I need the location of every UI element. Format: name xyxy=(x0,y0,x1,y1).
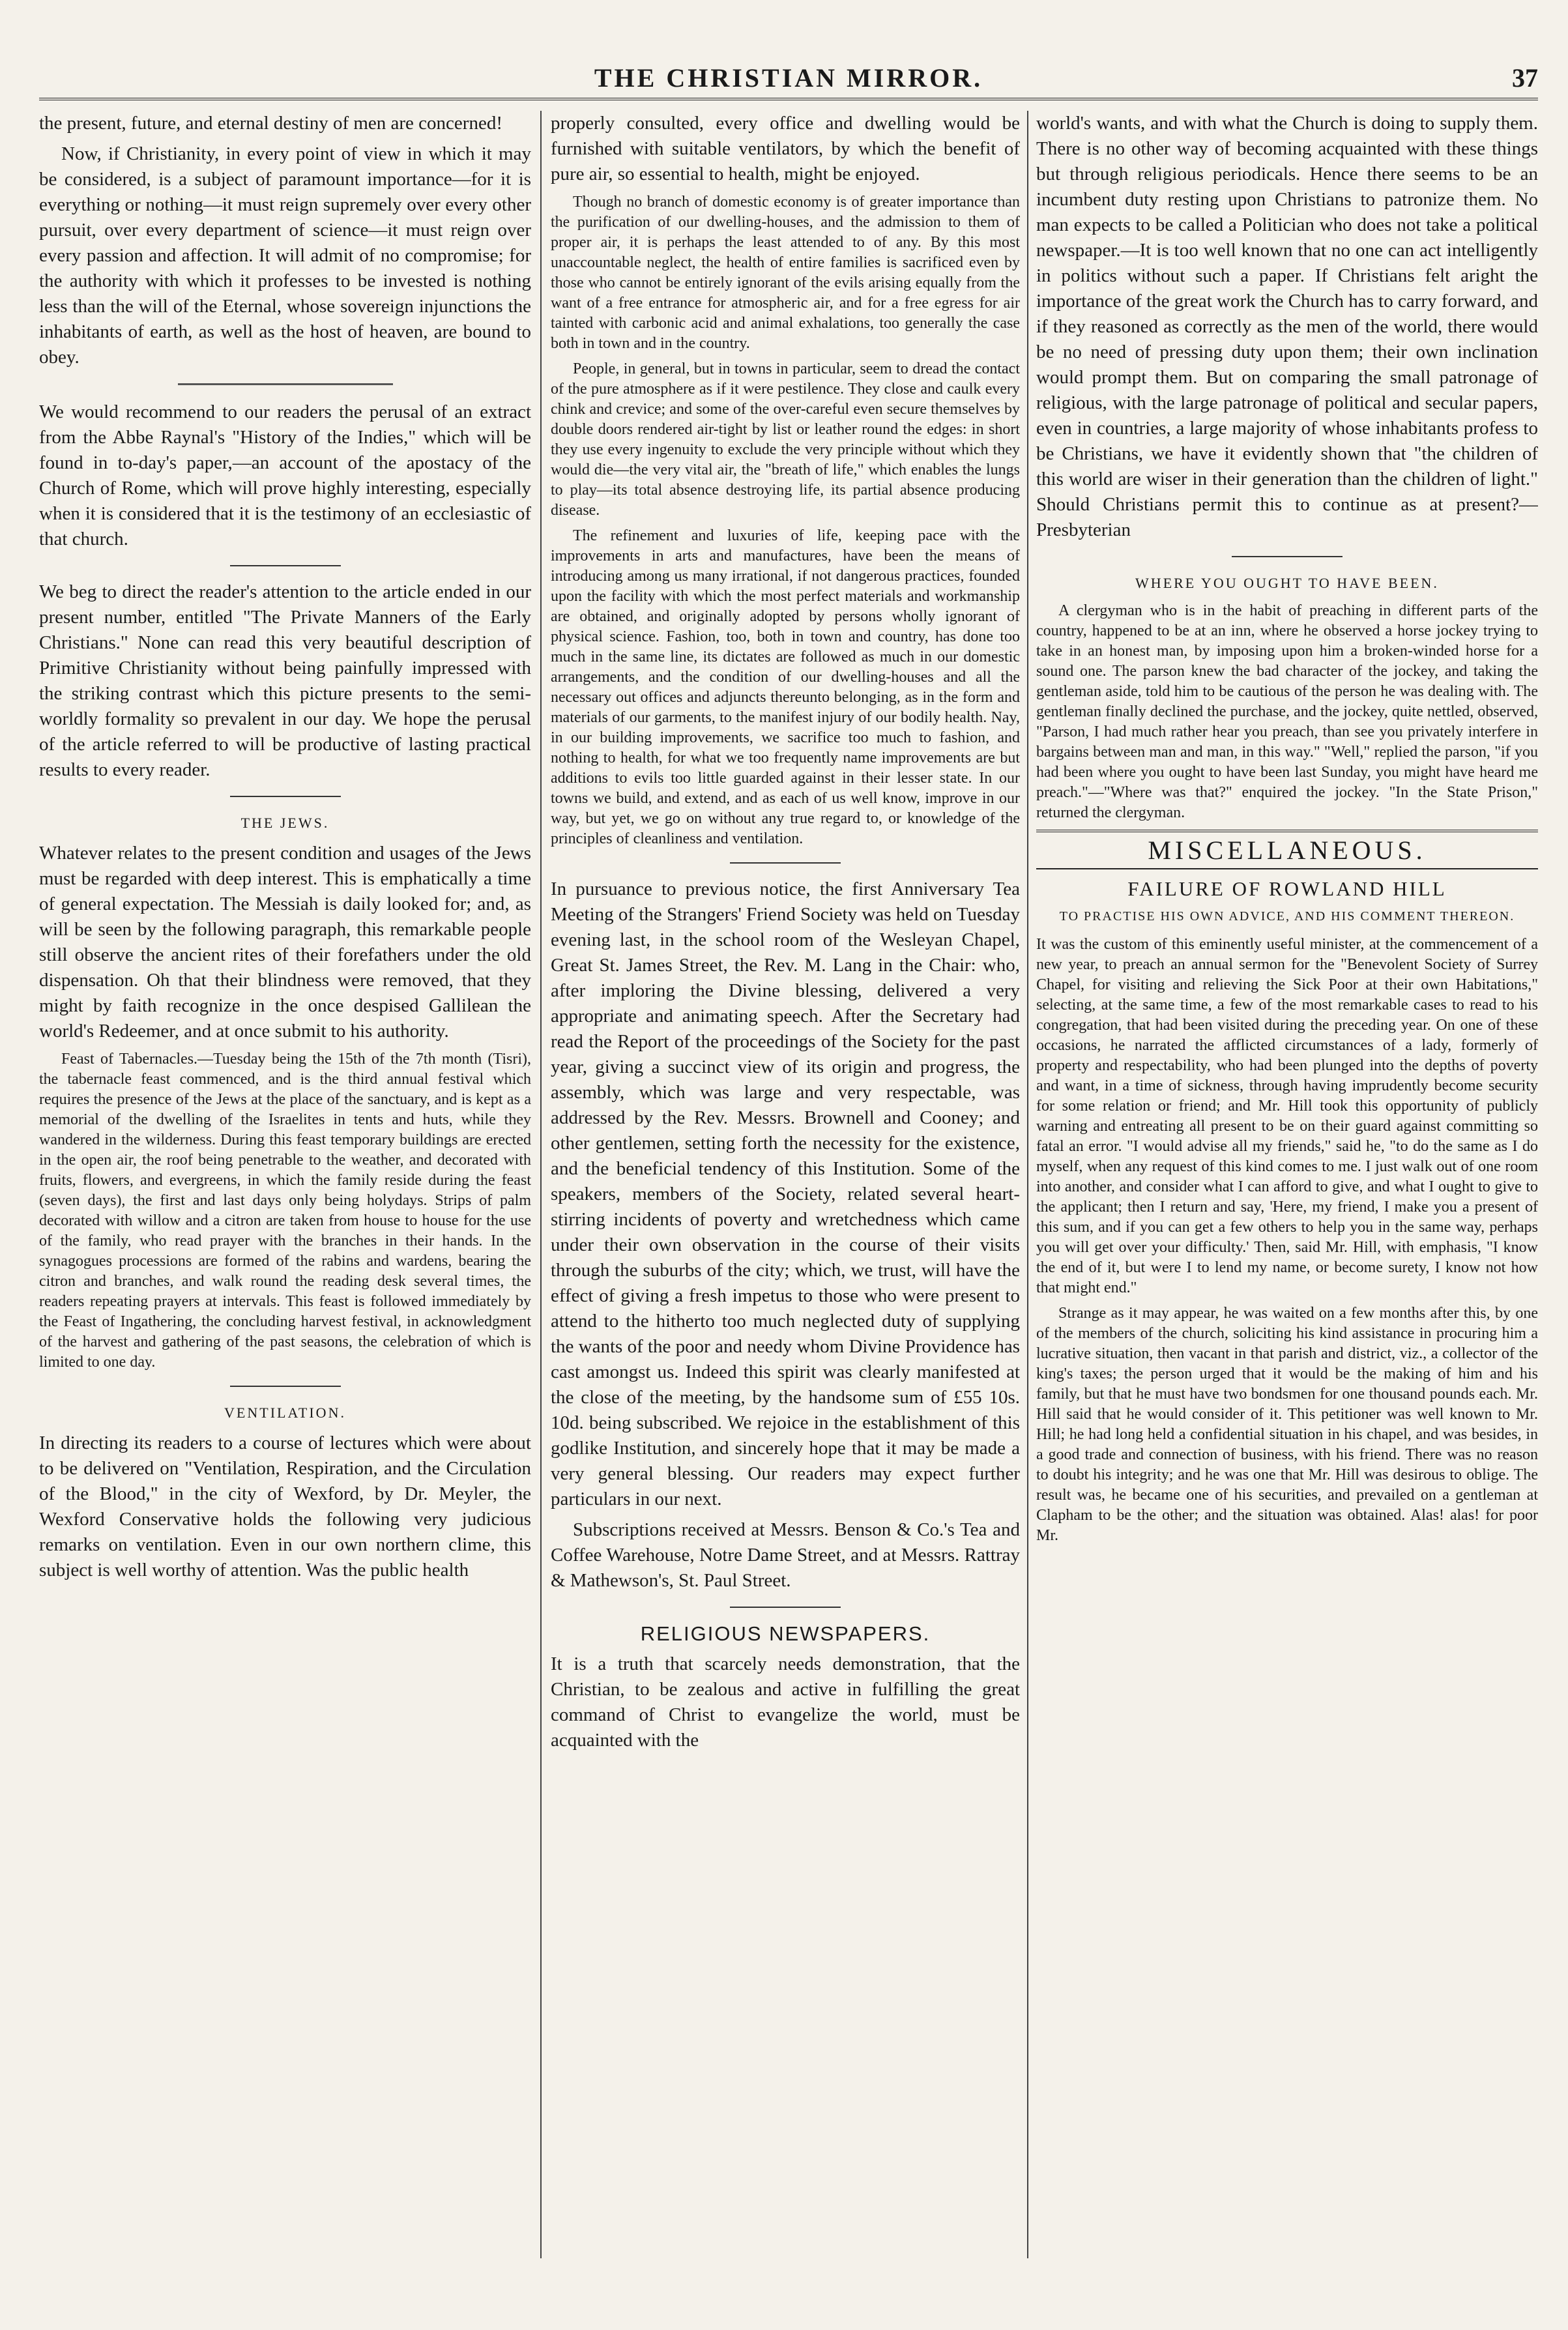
header-rule xyxy=(39,98,1538,100)
article-paragraph: Strange as it may appear, he was waited on a few months after this, by one of the members of the church, soliciting his kind assistance in procuring him a lucrative situation, then vacant in that parish and district, viz., a collector of the king's taxes; the person urged that it would be the making of him and his family, but that he must have two bondsmen for one thousand pounds each. Mr. Hill said that he would consider of it. This petitioner was well known to Mr. Hill; he had long held a confidential situation in his chapel, and was besides, in a good trade and connection of business, with his friend. There was no reason to doubt his integrity; and he was one that Mr. Hill was desirous to oblige. The result was, he became one of his securities, and prevailed on a gentleman at Clapham to be the other; and the situation was obtained. Alas! alas! for poor Mr. xyxy=(1036,1305,1538,1544)
column-rule xyxy=(540,111,542,2258)
section-divider xyxy=(230,565,341,566)
quoted-paragraph: People, in general, but in towns in particular, seem to dread the contact of the pure atmosphere as if it were pestilence. They close and caulk every chink and crevice; and some of the over-careful even secure themselves by double doors rendered air-tight by list or leather round the edges: in short they use every ingenuity to exclude the very principle without which they would die—the very vital air, the "breath of life," which enables the lungs to play—its total absence destroying life, its partial absence producing disease. xyxy=(551,360,1020,519)
section-heading-religious-newspapers: RELIGIOUS NEWSPAPERS. xyxy=(640,1622,931,1645)
column-rule xyxy=(1027,111,1028,2258)
article-paragraph: the present, future, and eternal destiny of men are concerned! xyxy=(39,113,502,134)
article-paragraph: world's wants, and with what the Church is doing to supply them. There is no other way of becoming acquainted with these things but through religious periodicals. Hence there seems to be an incumbent duty resting upon Christians to patronize them. No man expects to be called a Politician who does not take a political newspaper.—It is too well known that no one can act intelligently in politics without such a paper. If Christians felt aright the importance of the great work the Church has to carry forward, and if they reasoned as correctly as the men of the world, there would be no need of pressing duty upon them; their own inclination would prompt them. But on comparing the small patronage of religious, with the large patronage of political and secular papers, even in countries, a large majority of whose inhabitants profess to be Christians, we have it evidently shown that "the children of this world are wiser in their generation than the children of light." Should Christians permit this to continue as at present?—Presbyterian xyxy=(1036,113,1538,540)
section-divider xyxy=(1232,556,1343,557)
article-paragraph: Subscriptions received at Messrs. Benson & Co.'s Tea and Coffee Warehouse, Notre Dame Street, and at Messrs. Rattray & Mathewson's, St. Paul Street. xyxy=(551,1519,1020,1591)
editorial-note: We beg to direct the reader's attention to the article ended in our present number, entitled "The Private Manners of the Early Christians." None can read this very beautiful description of Primitive Christianity without being painfully impressed with the striking contrast which this picture presents to the semi-worldly formality so prevalent in our day. We hope the perusal of the article referred to will be productive of lasting practical results to every reader. xyxy=(39,581,531,780)
article-paragraph: It is a truth that scarcely needs demonstration, that the Christian, to be zealous and active in fulfilling the great command of Christ to evangelize the world, must be acquainted with the xyxy=(551,1653,1020,1751)
quoted-paragraph: The refinement and luxuries of life, keeping pace with the improvements in arts and manufactures, have been the means of introducing among us many irrational, if not dangerous practices, founded upon the facility with which the most perfect materials and workmanship are obtained, and originally adopted by persons wholly ignorant of physical science. Fashion, too, both in town and country, has done too much in the same line, its dictates are followed as much in our domestic arrangements, and the condition of our dwelling-houses and all the necessary out offices and adjuncts thereunto belonging, as in the form and materials of our garments, to the manifest injury of our bodily health. Nay, in our building improvements, we sacrifice too much to fashion, and nothing to health, for what we too frequently name improvements are but additions to evils too little guarded against in their lesser state. In our towns we build, and extend, and as each of us well know, improve in our way, but yet, we go on without any true regard to, or knowledge of the principles of cleanliness and ventilation. xyxy=(551,527,1020,847)
article-subtitle: TO PRACTISE HIS OWN ADVICE, AND HIS COMMENT THEREON. xyxy=(1059,909,1515,924)
section-divider xyxy=(178,383,393,385)
section-heading-jews: THE JEWS. xyxy=(240,815,330,831)
page-number: 37 xyxy=(1512,63,1538,93)
publication-title: THE CHRISTIAN MIRROR. xyxy=(594,63,983,93)
section-divider xyxy=(230,796,341,797)
article-title: FAILURE OF ROWLAND HILL xyxy=(1127,877,1447,900)
column-middle xyxy=(551,111,1020,2258)
article-paragraph: In directing its readers to a course of lectures which were about to be delivered on "Ventilation, Respiration, and the Circulation of the Blood," in the city of Wexford, by Dr. Meyler, the Wexford Conservative holds the following very judicious remarks on ventilation. Even in our own northern clime, this subject is well worthy of attention. Was the public health xyxy=(39,1433,531,1580)
column-right xyxy=(1036,111,1538,2258)
section-heading-miscellaneous: MISCELLANEOUS. xyxy=(1036,830,1538,869)
editorial-note: We would recommend to our readers the perusal of an extract from the Abbe Raynal's "History of the Indies," which will be found in to-day's paper,—an account of the apostacy of the Church of Rome, which will prove highly interesting, especially when it is considered that it is the testimony of an ecclesiastic of that church. xyxy=(39,401,531,549)
column-left xyxy=(39,111,531,2258)
article-paragraph: Feast of Tabernacles.—Tuesday being the 15th of the 7th month (Tisri), the tabernacle feast commenced, and is the third annual festival which requires the presence of the Jews at the place of the sanctuary, and is kept as a memorial of the dwelling of the Israelites in tents and huts, while they wandered in the wilderness. During this feast temporary buildings are erected in the open air, the roof being penetrable to the weather, and decorated with fruits, flowers, and evergreens, in which the family reside during the feast (seven days), the first and last days only being holydays. Strips of palm decorated with willow and a citron are taken from house to house for the use of the family, who read prayer with the branches in their hands. In the synagogues processions are formed of the rabins and wardens, bearing the citron and branches, and walk round the reading desk several times, the readers repeating prayers at intervals. This feast is followed immediately by the Feast of Ingathering, the concluding harvest festival, in acknowledgment of the harvest and gathering of the past seasons, the celebration of which is limited to one day. xyxy=(39,1051,531,1371)
article-paragraph: In pursuance to previous notice, the first Anniversary Tea Meeting of the Strangers' Friend Society was held on Tuesday evening last, in the school room of the Wesleyan Chapel, Great St. James Street, the Rev. M. Lang in the Chair: who, after imploring the Divine blessing, delivered a very appropriate and animating speech. After the Secretary had read the Report of the proceedings of the Society for the past year, giving a succinct view of its origin and progress, the assembly, which was large and very respectable, was addressed by the Rev. Messrs. Brownell and Cooney; and other gentlemen, setting forth the necessity for the existence, and the beneficial tendency of this Institution. Some of the speakers, members of the Society, related several heart-stirring incidents of poverty and wretchedness which came under their own observation in the course of their visits through the suburbs of the city; which, we trust, will have the effect of giving a fresh impetus to those who were present to attend to the hitherto too much neglected duty of supplying the wants of the poor and needy whom Divine Providence has cast amongst us. Indeed this spirit was clearly manifested at the close of the meeting, by the handsome sum of £55 10s. 10d. being subscribed. We rejoice in the establishment of this godlike Institution, and sincerely hope that it may be made a very general blessing. Our readers may expect further particulars in our next. xyxy=(551,879,1020,1509)
article-paragraph: Now, if Christianity, in every point of view in which it may be considered, is a subject of paramount importance—for it is everything or nothing—it must reign supremely over every other pursuit, over every department of science—it must reign over every passion and affection. It will admit of no compromise; for the authority with which it professes to be invested is nothing less than the will of the Eternal, whose sovereign injunctions the inhabitants of earth, as well as the host of heaven, are bound to obey. xyxy=(39,143,531,368)
running-head xyxy=(39,63,1538,102)
article-paragraph: It was the custom of this eminently useful minister, at the commencement of a new year, to preach an annual sermon for the "Benevolent Society of Surrey Chapel, for visiting and relieving the Sick Poor at their own Habitations," selecting, at the same time, a few of the most remarkable cases to read to his congregation, that had been visited during the preceding year. On one of these occasions, he narrated the afflicted circumstances of a lady, formerly of property and respectability, who had been plunged into the depths of poverty and want, in a time of sickness, through having imprudently become security for some relation or friend; and Mr. Hill took this opportunity of publicly warning and entreating all present to be on their guard against committing so fatal an error. "I would advise all my friends," said he, "to do the same as I do myself, when any request of this kind comes to me. I just walk out of one room into another, and consider what I can afford to give, and what I ought to give to the applicant; then I return and say, 'Here, my friend, I make you a present of this sum, and if you can get a few others to help you in the same way, perhaps you will get over your difficulty.' Then, said Mr. Hill, with emphasis, "I know the end of it, but were I to lend my name, or become surety, I know not how that might end." xyxy=(1036,936,1538,1296)
section-divider xyxy=(730,1607,841,1608)
section-heading-ventilation: VENTILATION. xyxy=(224,1405,346,1421)
article-paragraph: Whatever relates to the present condition and usages of the Jews must be regarded with deep interest. This is emphatically a time of general expectation. The Messiah is daily looked for; and, as will be seen by the following paragraph, this remarkable people still observe the ancient rites of their forefathers under the old dispensation. Oh that their blindness were removed, that they might by faith recognize in the once despised Gallilean the world's Redeemer, and at once submit to his authority. xyxy=(39,843,531,1041)
section-divider xyxy=(730,862,841,864)
section-divider xyxy=(230,1386,341,1387)
anecdote-paragraph: A clergyman who is in the habit of preaching in different parts of the country, happened to be at an inn, where he observed a horse jockey trying to take in an honest man, by imposing upon him a broken-winded horse for a sound one. The parson knew the bad character of the jockey, and taking the gentleman aside, told him to be cautious of the person he was dealing with. The gentleman finally declined the purchase, and the jockey, quite nettled, observed, "Parson, I had much rather hear you preach, than see you privately interfere in bargains between man and man, in this way." "Well," replied the parson, "if you had been where you ought to have been last Sunday, you might have heard me preach."—"Where was that?" enquired the jockey. "In the State Prison," returned the clergyman. xyxy=(1036,602,1538,821)
quoted-paragraph: Though no branch of domestic economy is of greater importance than the purification of our dwelling-houses, and the admission to them of proper air, it is perhaps the least attended to of any. By this most unaccountable neglect, the health of entire families is sacrificed even by those who cannot be entirely ignorant of the evils arising equally from the want of a free entrance for atmospheric air, and for a free egress for air tainted with carbonic acid and animal exhalations, too generally the case both in town and in the country. xyxy=(551,194,1020,352)
section-heading-where: WHERE YOU OUGHT TO HAVE BEEN. xyxy=(1135,575,1439,591)
article-paragraph: properly consulted, every office and dwelling would be furnished with suitable ventilators, by which the benefit of pure air, so essential to health, might be enjoyed. xyxy=(551,113,1020,184)
